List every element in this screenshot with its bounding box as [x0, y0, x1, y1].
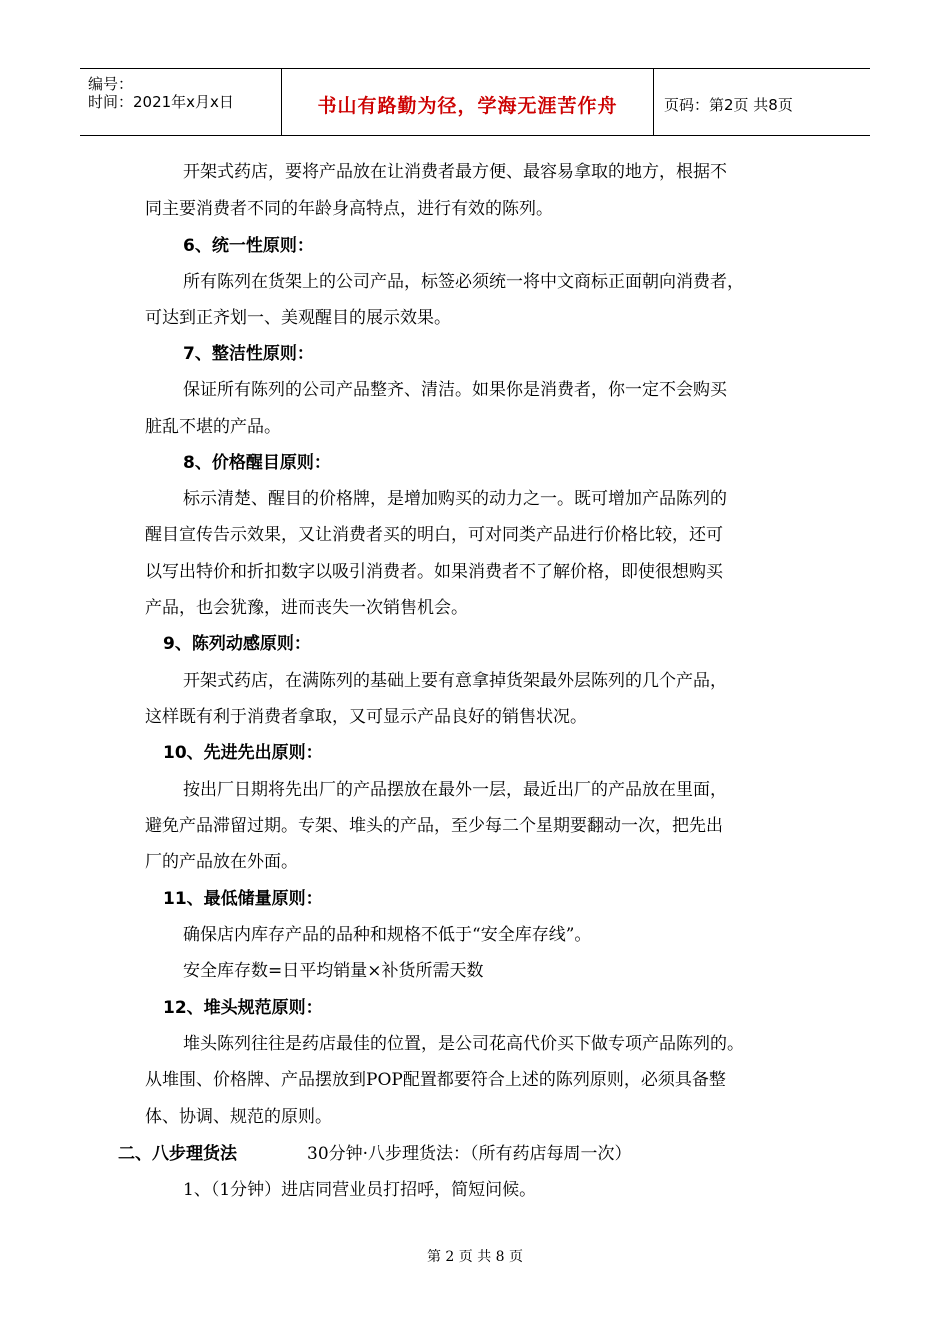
paragraph-line: 保证所有陈列的公司产品整齐、清洁。如果你是消费者，你一定不会购买: [183, 380, 727, 400]
motto: 书山有路勤为径，学海无涯苦作舟: [317, 95, 618, 117]
paragraph-line: 避免产品滞留过期。专架、堆头的产品，至少每二个星期要翻动一次，把先出: [145, 816, 723, 836]
paragraph-line: 从堆围、价格牌、产品摆放到POP配置都要符合上述的陈列原则，必须具备整: [145, 1070, 726, 1090]
paragraph-line: 所有陈列在货架上的公司产品，标签必须统一将中文商标正面朝向消费者，: [183, 272, 744, 292]
paragraph-line: 这样既有利于消费者拿取，又可显示产品良好的销售状况。: [145, 707, 587, 727]
paragraph-line: 按出厂日期将先出厂的产品摆放在最外一层，最近出厂的产品放在里面，: [183, 780, 727, 800]
section-heading: 11、最低储量原则：: [163, 889, 323, 909]
page-footer: 第 2 页 共 8 页: [426, 1249, 524, 1265]
paragraph-line: 以写出特价和折扣数字以吸引消费者。如果消费者不了解价格，即使很想购买: [145, 562, 723, 582]
section-heading: 10、先进先出原则：: [163, 743, 323, 763]
paragraph-line: 醒目宣传告示效果，又让消费者买的明白，可对同类产品进行价格比较，还可: [145, 525, 723, 545]
chapter-heading: 二、八步理货法: [118, 1144, 237, 1164]
paragraph-line: 脏乱不堪的产品。: [145, 417, 281, 437]
paragraph-line: 同主要消费者不同的年龄身高特点，进行有效的陈列。: [145, 199, 553, 219]
paragraph-line: 厂的产品放在外面。: [145, 852, 298, 872]
paragraph-line: 30分钟·八步理货法：（所有药店每周一次）: [307, 1144, 632, 1164]
paragraph-line: 开架式药店，要将产品放在让消费者最方便、最容易拿取的地方，根据不: [183, 162, 727, 182]
paragraph-line: 体、协调、规范的原则。: [145, 1107, 332, 1127]
paragraph-line: 安全库存数=日平均销量×补货所需天数: [183, 961, 484, 981]
paragraph-line: 堆头陈列往往是药店最佳的位置，是公司花高代价买下做专项产品陈列的。: [183, 1034, 744, 1054]
time-label: 时间：2021年x月x日: [88, 93, 234, 111]
number-label: 编号：: [88, 75, 134, 93]
paragraph-line: 标示清楚、醒目的价格牌，是增加购买的动力之一。既可增加产品陈列的: [183, 489, 727, 509]
paragraph-line: 可达到正齐划一、美观醒目的展示效果。: [145, 308, 451, 328]
page-info: 页码：第2页 共8页: [664, 96, 793, 114]
paragraph-line: 确保店内库存产品的品种和规格不低于“安全库存线”。: [183, 925, 592, 945]
paragraph-line: 开架式药店，在满陈列的基础上要有意拿掉货架最外层陈列的几个产品，: [183, 671, 727, 691]
section-heading: 8、价格醒目原则：: [183, 453, 331, 473]
section-heading: 7、整洁性原则：: [183, 344, 314, 364]
section-heading: 6、统一性原则：: [183, 236, 314, 256]
section-heading: 12、堆头规范原则：: [163, 998, 323, 1018]
paragraph-line: 1、（1分钟）进店同营业员打招呼，简短问候。: [183, 1180, 537, 1200]
paragraph-line: 产品，也会犹豫，进而丧失一次销售机会。: [145, 598, 468, 618]
section-heading: 9、陈列动感原则：: [163, 634, 311, 654]
